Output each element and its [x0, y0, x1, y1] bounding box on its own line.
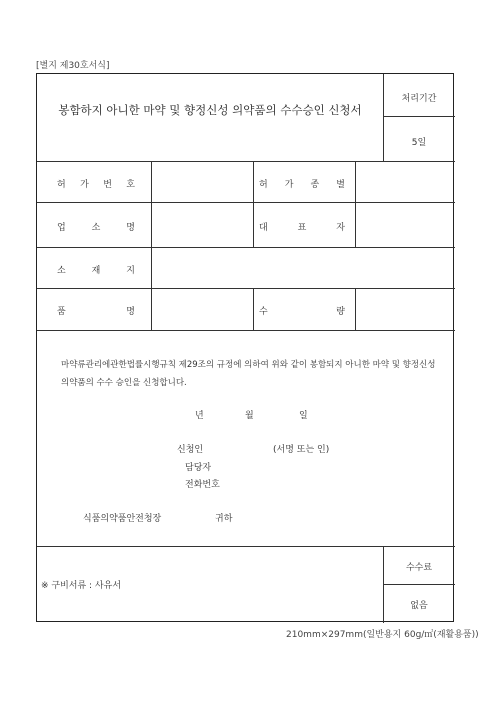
date-year: 년 [195, 411, 204, 421]
divider [37, 330, 455, 331]
quantity-label: 수 량 [259, 307, 345, 317]
divider [383, 116, 455, 117]
divider [37, 288, 455, 289]
fee-label: 수수료 [405, 563, 433, 573]
date-month: 월 [245, 411, 254, 421]
divider [151, 161, 152, 330]
phone-label: 전화번호 [185, 480, 220, 490]
divider [37, 546, 455, 547]
divider [37, 161, 455, 162]
item-name-label: 품 명 [57, 307, 135, 317]
divider [37, 202, 455, 203]
applicant-label: 신청인 [177, 445, 204, 455]
required-documents: ※ 구비서류 : 사유서 [41, 581, 122, 591]
application-form [36, 73, 454, 622]
paper-spec: 210mm×297mm(일반용지 60g/㎡(재활용품)) [286, 630, 479, 640]
location-label: 소 재 지 [57, 266, 135, 276]
divider [355, 288, 356, 330]
representative-label: 대 표 자 [259, 223, 345, 233]
divider [383, 584, 455, 585]
signature-note: (서명 또는 인) [273, 445, 330, 455]
business-name-label: 업 소 명 [57, 223, 135, 233]
processing-period-label: 처리기간 [401, 94, 437, 104]
recipient-honorific: 귀하 [215, 514, 233, 524]
divider [253, 161, 254, 247]
permit-number-label: 허 가 번 호 [57, 180, 135, 190]
form-title: 봉함하지 아니한 마약 및 향정신성 의약품의 수수승인 신청서 [58, 103, 362, 117]
divider [37, 247, 455, 248]
divider [355, 161, 356, 247]
form-number: [별지 제30호서식] [36, 61, 110, 71]
date-day: 일 [299, 411, 308, 421]
application-statement: 마약류관리에관한법률시행규칙 제29조의 규정에 의하여 위와 같이 봉함되지 아니한 마약 및 향정신성의약품의 수수 승인을 신청합니다. [61, 360, 436, 388]
divider [253, 288, 254, 330]
fee-value: 없음 [410, 601, 428, 611]
processing-period-value: 5일 [411, 138, 427, 148]
divider [383, 546, 384, 623]
manager-label: 담당자 [185, 463, 212, 473]
recipient-org: 식품의약품안전청장 [83, 514, 162, 524]
permit-type-label: 허 가 종 별 [259, 180, 345, 190]
